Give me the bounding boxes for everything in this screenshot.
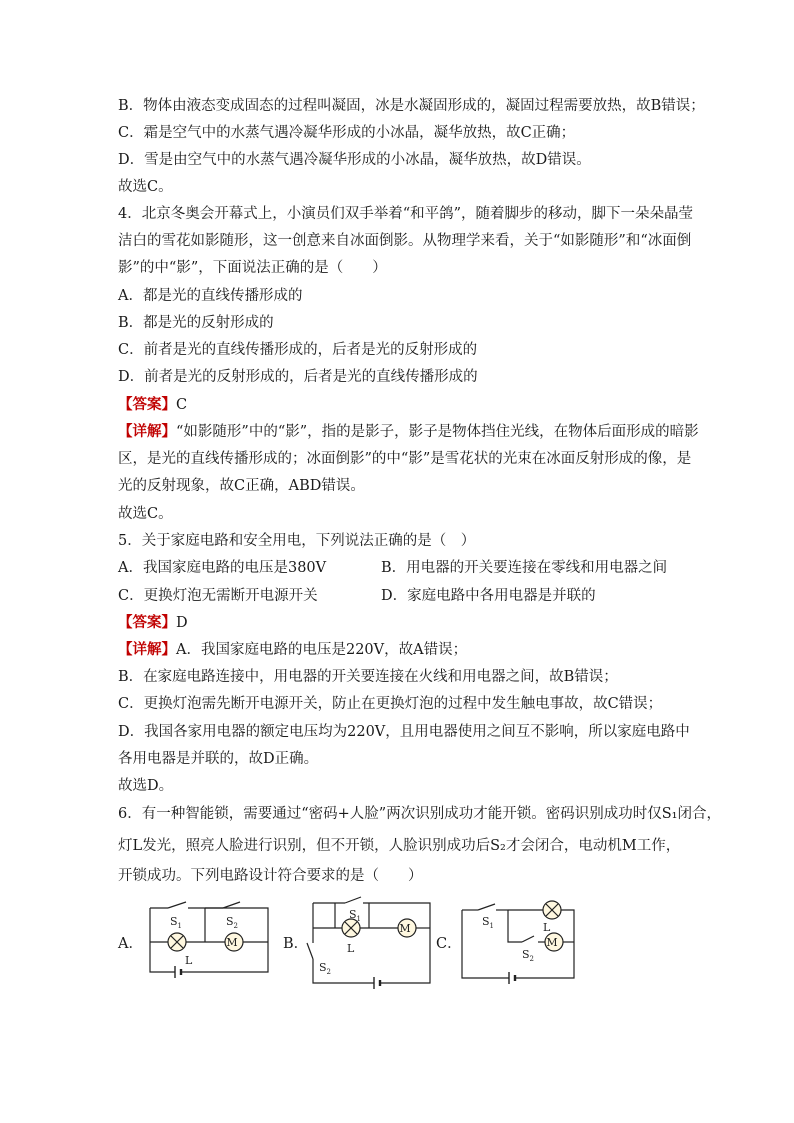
solution-line-d: D．雪是由空气中的水蒸气遇冷凝华形成的小冰晶，凝华放热，故D错误。 bbox=[118, 152, 591, 168]
detail-text: “如影随形”中的“影”，指的是影子，影子是物体挡住光线，在物体后面形成的暗影 bbox=[176, 424, 699, 440]
figure-b-label: B． bbox=[283, 936, 309, 952]
q6-stem-line2: 灯L发光，照亮人脸进行识别，但不开锁，人脸识别成功后S₂才会闭合，电动机M工作， bbox=[118, 838, 681, 854]
lamp-label: L bbox=[543, 921, 551, 934]
answer-value: D bbox=[176, 615, 188, 631]
answer-value: C bbox=[176, 397, 188, 413]
circuit-diagram-c bbox=[458, 898, 583, 987]
switch-s2-label: $S_2$ bbox=[522, 948, 535, 963]
q4-conclusion: 故选C。 bbox=[118, 506, 173, 522]
q5-detail-line1 bbox=[118, 640, 467, 660]
q5-detail-line3: C．更换灯泡需先断开电源开关，防止在更换灯泡的过程中发生触电事故，故C错误； bbox=[118, 696, 663, 712]
motor-label: M bbox=[546, 936, 558, 949]
q6-stem-line1: 6．有一种智能锁，需要通过“密码+人脸”两次识别成功才能开锁。密码识别成功时仅S₁闭合， bbox=[118, 806, 721, 822]
q5-option-c: C．更换灯泡无需断开电源开关 bbox=[118, 588, 318, 604]
q4-detail-line2: 区，是光的直线传播形成的；冰面倒影”的中“影”是雪花状的光束在冰面反射形成的像，是 bbox=[118, 451, 692, 467]
lamp-label: L bbox=[185, 954, 193, 967]
solution-line-b: B．物体由液态变成固态的过程叫凝固，冰是水凝固形成的，凝固过程需要放热，故B错误； bbox=[118, 98, 705, 114]
detail-text: A．我国家庭电路的电压是220V，故A错误； bbox=[176, 642, 468, 658]
lamp-label: L bbox=[347, 942, 355, 955]
answer-tag: 【答案】 bbox=[118, 614, 176, 631]
q4-detail-line1 bbox=[118, 422, 699, 442]
q5-detail-line2: B．在家庭电路连接中，用电器的开关要连接在火线和用电器之间，故B错误； bbox=[118, 669, 618, 685]
switch-s1-label: $S_1$ bbox=[349, 908, 362, 923]
q4-stem-line1: 4．北京冬奥会开幕式上，小演员们双手举着“和平鸽”，随着脚步的移动，脚下一朵朵晶莹 bbox=[118, 206, 694, 222]
switch-s1-label: $S_1$ bbox=[482, 915, 495, 930]
q6-stem-line3: 开锁成功。下列电路设计符合要求的是（ ） bbox=[118, 868, 423, 884]
detail-tag: 【详解】 bbox=[118, 423, 176, 440]
motor-label: M bbox=[399, 922, 411, 935]
q4-stem-line2: 洁白的雪花如影随形，这一创意来自冰面倒影。从物理学来看，关于“如影随形”和“冰面倒 bbox=[118, 233, 692, 249]
answer-tag: 【答案】 bbox=[118, 396, 176, 413]
q5-detail-line5: 各用电器是并联的，故D正确。 bbox=[118, 751, 319, 767]
q5-detail-line4: D．我国各家用电器的额定电压均为220V，且用电器使用之间互不影响，所以家庭电路中 bbox=[118, 724, 690, 740]
circuit-diagram-a bbox=[140, 900, 280, 984]
figure-c-label: C． bbox=[436, 936, 462, 952]
q5-option-d: D．家庭电路中各用电器是并联的 bbox=[381, 588, 596, 604]
detail-tag: 【详解】 bbox=[118, 641, 176, 658]
q5-option-a: A．我国家庭电路的电压是380V bbox=[118, 560, 327, 576]
q5-conclusion: 故选D。 bbox=[118, 778, 174, 794]
motor-label: M bbox=[226, 936, 238, 949]
conclusion-q3: 故选C。 bbox=[118, 179, 173, 195]
q4-option-c: C．前者是光的直线传播形成的，后者是光的反射形成的 bbox=[118, 342, 478, 358]
switch-s2-label: $S_2$ bbox=[319, 961, 332, 976]
q5-option-row1 bbox=[118, 558, 668, 578]
q5-option-row2 bbox=[118, 586, 596, 606]
q4-option-d: D．前者是光的反射形成的，后者是光的直线传播形成的 bbox=[118, 369, 478, 385]
switch-s1-label: $S_1$ bbox=[170, 915, 183, 930]
q5-answer bbox=[118, 613, 188, 633]
q4-stem-line3: 影”的中“影”，下面说法正确的是（ ） bbox=[118, 260, 387, 276]
q4-detail-line3: 光的反射现象，故C正确，ABD错误。 bbox=[118, 478, 365, 494]
q4-option-b: B．都是光的反射形成的 bbox=[118, 315, 274, 331]
q5-option-b: B．用电器的开关要连接在零线和用电器之间 bbox=[381, 560, 668, 576]
q4-answer bbox=[118, 395, 187, 415]
circuit-diagram-b bbox=[305, 895, 435, 994]
q4-option-a: A．都是光的直线传播形成的 bbox=[118, 288, 303, 304]
figure-a-label: A． bbox=[118, 936, 143, 952]
switch-s2-label: $S_2$ bbox=[226, 915, 239, 930]
q5-stem: 5．关于家庭电路和安全用电，下列说法正确的是（ ） bbox=[118, 533, 476, 549]
solution-line-c: C．霜是空气中的水蒸气遇冷凝华形成的小冰晶，凝华放热，故C正确； bbox=[118, 125, 576, 141]
